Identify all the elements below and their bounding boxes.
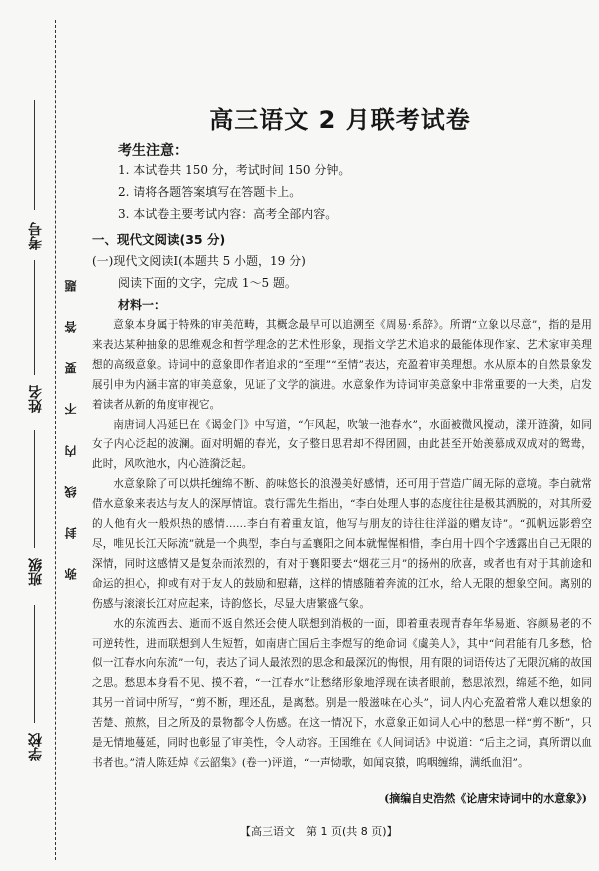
passage-paragraph: 意象本身属于特殊的审美范畴，其概念最早可以追溯至《周易·系辞》。所谓“立象以尽意”，指的是用来表达某种抽象的思维观念和哲学理念的艺术性形象，现指文学艺术追求的最能体现作家、艺术家审美理想的高级意象。诗词中的意象即作者追求的“至理”“至情”表达，充盈着审美理想。水从原本的自然景象发展引申为内涵丰富的审美意象，见证了文学的演进。水意象作为诗词审美意象中非常重要的一大类，启发着读者从新的角度审视它。 (92, 319, 592, 411)
source-citation: (摘编自史浩然《论唐宋诗词中的水意象》) (384, 792, 587, 805)
binding-margin (0, 0, 82, 871)
school-blank[interactable] (34, 605, 35, 723)
seal-char: 答 (64, 321, 78, 334)
notice-heading: 考生注意： (118, 143, 188, 159)
exam-number-blank[interactable] (34, 100, 35, 210)
section-heading: 一、现代文阅读(35 分) (92, 232, 226, 247)
seal-char: 封 (64, 526, 78, 539)
seal-char: 题 (64, 280, 78, 293)
notice-item: 1. 本试卷共 150 分，考试时间 150 分钟。 (118, 163, 351, 177)
reading-passage (92, 316, 592, 774)
passage-paragraph: 水意象除了可以烘托缠绵不断、韵味悠长的浪漫美好感情，还可用于营造广阔无际的意境。李白就常借水意象来表达与友人的深厚情谊。袁行霈先生指出，“李白处理人事的态度往往是极其洒脱的，对其所爱的人他有火一般炽热的感情……李白有着重友谊，他写与朋友的诗往往洋溢的赠友诗”。“孤帆远影碧空尽，唯见长江天际流”就是一个典型，李白与孟襄阳之间本就惺惺相惜，李白用十四个字透露出自己无限的深情，同时这感情又是复杂而浓烈的，有对于襄阳要去“烟花三月”的扬州的欣喜，或者也有对于其前途和命运的担心，抑或有对于友人的鼓励和慰藉，这样的情感随着奔流的江水，给人无限的想象空间。离别的伤感与滚滚长江对应起来，诗韵悠长，尽显大唐繁盛气象。 (92, 478, 592, 610)
passage-paragraph: 南唐词人冯延巳在《谒金门》中写道，“乍风起，吹皱一池春水”，水面被微风搅动，漾开涟漪，如同女子内心泛起的波澜。面对明媚的春光，女子整日思君却不得团圆，由此甚至开始羡慕成双成对的鸳鸯，此时，风吹池水，内心涟漪泛起。 (92, 418, 592, 471)
name-blank[interactable] (34, 260, 35, 375)
notice-list (118, 159, 558, 225)
page-footer: 【高三语文 第 1 页(共 8 页)】 (240, 825, 398, 838)
seal-char: 要 (64, 362, 78, 375)
material-label: 材料一： (118, 298, 167, 312)
class-label: 班级 (28, 558, 44, 586)
notice-item: 3. 本试卷主要考试内容：高考全部内容。 (118, 207, 338, 221)
exam-number-label: 考号 (28, 222, 44, 250)
seal-warning (62, 280, 79, 580)
seal-char: 内 (64, 444, 78, 457)
class-blank[interactable] (34, 430, 35, 548)
passage-paragraph: 水的东流西去、逝而不返自然还会使人联想到消极的一面，即着重表现青春年华易逝、容颜易老的不可逆转性，进而联想到人生短暂，如南唐亡国后主李煜写的绝命词《虞美人》，其中“问君能有几多愁，恰似一江春水向东流”一句，表达了词人最浓烈的思念和最深沉的悔恨，用有限的词语传达了无限沉痛的故国之思。愁思本身看不见、摸不着，“一江春水”让愁绪形象地浮现在读者眼前，愁思浓烈，绵延不绝，如同其另一首词中所写，“剪不断，理还乱，是离愁。别是一般滋味在心头”，词人内心充盈着常人难以想象的苦楚、煎熬，目之所及的景物都令人伤感。在这一情况下，水意象正如词人心中的愁思一样“剪不断”，只是无情地蔓延，同时也彰显了审美性，令人动容。王国维在《人间词话》中说道：“后主之词，真所谓以血书者也。”清人陈廷焯《云韶集》(卷一)评道，“一声恸歌，如闻哀猿，呜咽缠绵，满纸血泪”。 (92, 617, 592, 769)
name-label: 姓名 (28, 385, 44, 413)
exam-title: 高三语文 2 月联考试卷 (209, 106, 471, 134)
subsection-heading: (一)现代文阅读Ⅰ(本题共 5 小题，19 分) (92, 254, 306, 268)
instruction: 阅读下面的文字，完成 1～5 题。 (118, 276, 297, 290)
seal-char: 不 (64, 403, 78, 416)
seal-char: 弥 (64, 568, 78, 580)
notice-item: 2. 请将各题答案填写在答题卡上。 (118, 185, 302, 199)
seal-dashed-line (55, 20, 56, 860)
school-label: 学校 (28, 733, 44, 761)
seal-char: 线 (64, 485, 78, 498)
